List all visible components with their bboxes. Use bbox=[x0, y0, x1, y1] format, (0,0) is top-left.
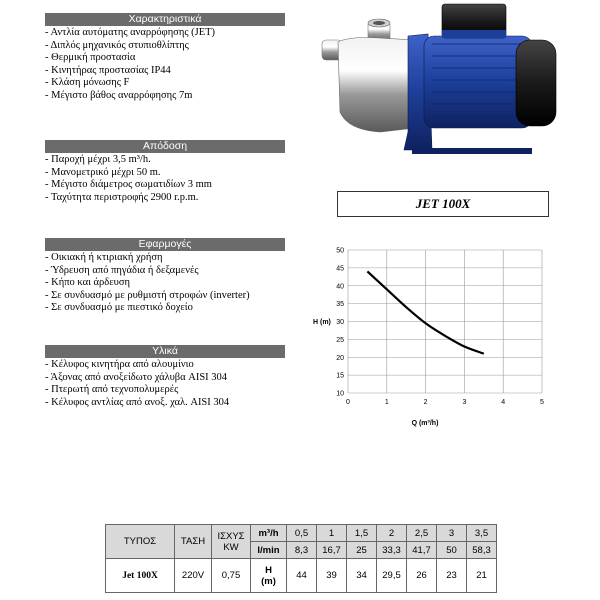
list-item: - Ύδρευση από πηγάδια ή δεξαμενές bbox=[45, 264, 199, 276]
list-item: - Κέλυφος αντλίας από ανοξ. χαλ. AISI 304 bbox=[45, 396, 230, 408]
list-item: - Σε συνδυασμό με πιεστικό δοχείο bbox=[45, 302, 193, 314]
y-tick-label: 20 bbox=[336, 354, 344, 362]
section-materials bbox=[45, 345, 285, 409]
list-item: - Μανομετρικό μέχρι 50 m. bbox=[45, 166, 161, 178]
section-applications bbox=[45, 238, 285, 315]
section-performance bbox=[45, 140, 285, 204]
head-cell: 39 bbox=[317, 559, 347, 593]
header-power: ΙΣΧΥΣ KW bbox=[212, 525, 251, 559]
y-tick-label: 10 bbox=[336, 390, 344, 398]
flow-lmin: 50 bbox=[437, 542, 467, 559]
y-tick-label: 40 bbox=[336, 283, 344, 291]
flow-m3h: 0,5 bbox=[287, 525, 317, 542]
header-unit-h: H (m) bbox=[251, 559, 287, 593]
model-title: JET 100X bbox=[337, 191, 549, 217]
head-cell: 29,5 bbox=[377, 559, 407, 593]
model-cell: Jet 100X bbox=[106, 559, 175, 593]
flow-m3h: 3 bbox=[437, 525, 467, 542]
section-title: Απόδοση bbox=[45, 140, 285, 153]
x-tick-label: 0 bbox=[346, 399, 350, 406]
section-features bbox=[45, 13, 285, 103]
list-item: - Σε συνδυασμό με ρυθμιστή στροφών (inverter) bbox=[45, 289, 250, 301]
list-item: - Ταχύτητα περιστροφής 2900 r.p.m. bbox=[45, 191, 199, 203]
flow-lmin: 58,3 bbox=[467, 542, 497, 559]
flow-m3h: 1 bbox=[317, 525, 347, 542]
header-voltage: ΤΑΣΗ bbox=[175, 525, 212, 559]
y-tick-label: 30 bbox=[336, 319, 344, 326]
list-item: - Κέλυφος κινητήρα από αλουμίνιο bbox=[45, 359, 194, 370]
flow-lmin: 33,3 bbox=[377, 542, 407, 559]
head-cell: 26 bbox=[407, 559, 437, 593]
list-item: - Οικιακή ή κτιριακή χρήση bbox=[45, 252, 163, 263]
flow-m3h: 2 bbox=[377, 525, 407, 542]
x-axis-label: Q (m³/h) bbox=[411, 420, 439, 427]
flow-m3h: 2,5 bbox=[407, 525, 437, 542]
flow-lmin: 16,7 bbox=[317, 542, 347, 559]
x-tick-label: 5 bbox=[540, 399, 544, 406]
feature-list bbox=[45, 27, 285, 103]
list-item: - Κήπο και άρδευση bbox=[45, 277, 130, 289]
x-tick-label: 3 bbox=[462, 399, 467, 406]
y-axis-label: H (m) bbox=[313, 319, 331, 326]
y-tick-label: 45 bbox=[336, 265, 344, 273]
head-cell: 21 bbox=[467, 559, 497, 593]
x-tick-label: 4 bbox=[501, 399, 506, 406]
chart-ticks bbox=[336, 248, 544, 407]
list-item: - Άξονας από ανοξείδωτο χάλυβα AISI 304 bbox=[45, 371, 228, 383]
applications-list bbox=[45, 252, 285, 315]
chart-grid bbox=[348, 250, 542, 393]
list-item: - Κλάση μόνωσης F bbox=[45, 77, 130, 89]
materials-list bbox=[45, 359, 285, 409]
section-title: Χαρακτηριστικά bbox=[45, 13, 285, 26]
y-tick-label: 25 bbox=[336, 336, 344, 344]
list-item: - Πτερωτή από τεχνοπολυμερές bbox=[45, 384, 179, 396]
flow-lmin: 41,7 bbox=[407, 542, 437, 559]
flow-lmin: 8,3 bbox=[287, 542, 317, 559]
voltage-cell: 220V bbox=[175, 559, 212, 593]
list-item: - Μέγιστο διάμετρος σωματιδίων 3 mm bbox=[45, 179, 212, 191]
pump-image bbox=[320, 0, 560, 160]
list-item: - Διπλός μηχανικός στυπιοθλίπτης bbox=[45, 39, 189, 51]
head-cell: 34 bbox=[347, 559, 377, 593]
performance-chart bbox=[300, 240, 560, 430]
list-item: - Θερμική προστασία bbox=[45, 52, 136, 64]
header-type: ΤΥΠΟΣ bbox=[106, 525, 175, 559]
section-title: Εφαρμογές bbox=[45, 238, 285, 251]
power-cell: 0,75 bbox=[212, 559, 251, 593]
y-tick-label: 15 bbox=[336, 372, 344, 380]
list-item: - Παροχή μέχρι 3,5 m³/h. bbox=[45, 154, 151, 165]
list-item: - Αντλία αυτόματης αναρρόφησης (JET) bbox=[45, 27, 216, 38]
x-tick-label: 2 bbox=[423, 399, 428, 406]
flow-m3h: 1,5 bbox=[347, 525, 377, 542]
y-tick-label: 35 bbox=[336, 301, 344, 309]
flow-m3h: 3,5 bbox=[467, 525, 497, 542]
y-tick-label: 50 bbox=[336, 247, 344, 255]
list-item: - Κινητήρας προστασίας IP44 bbox=[45, 64, 171, 76]
header-unit-lmin: l/min bbox=[251, 542, 287, 559]
x-tick-label: 1 bbox=[384, 399, 389, 406]
flow-lmin: 25 bbox=[347, 542, 377, 559]
performance-list bbox=[45, 154, 285, 204]
section-title: Υλικά bbox=[45, 345, 285, 358]
head-cell: 44 bbox=[287, 559, 317, 593]
list-item: - Μέγιστο βάθος αναρρόφησης 7m bbox=[45, 89, 193, 101]
header-unit-m3h: m³/h bbox=[251, 525, 287, 542]
spec-table bbox=[105, 524, 497, 593]
head-cell: 23 bbox=[437, 559, 467, 593]
